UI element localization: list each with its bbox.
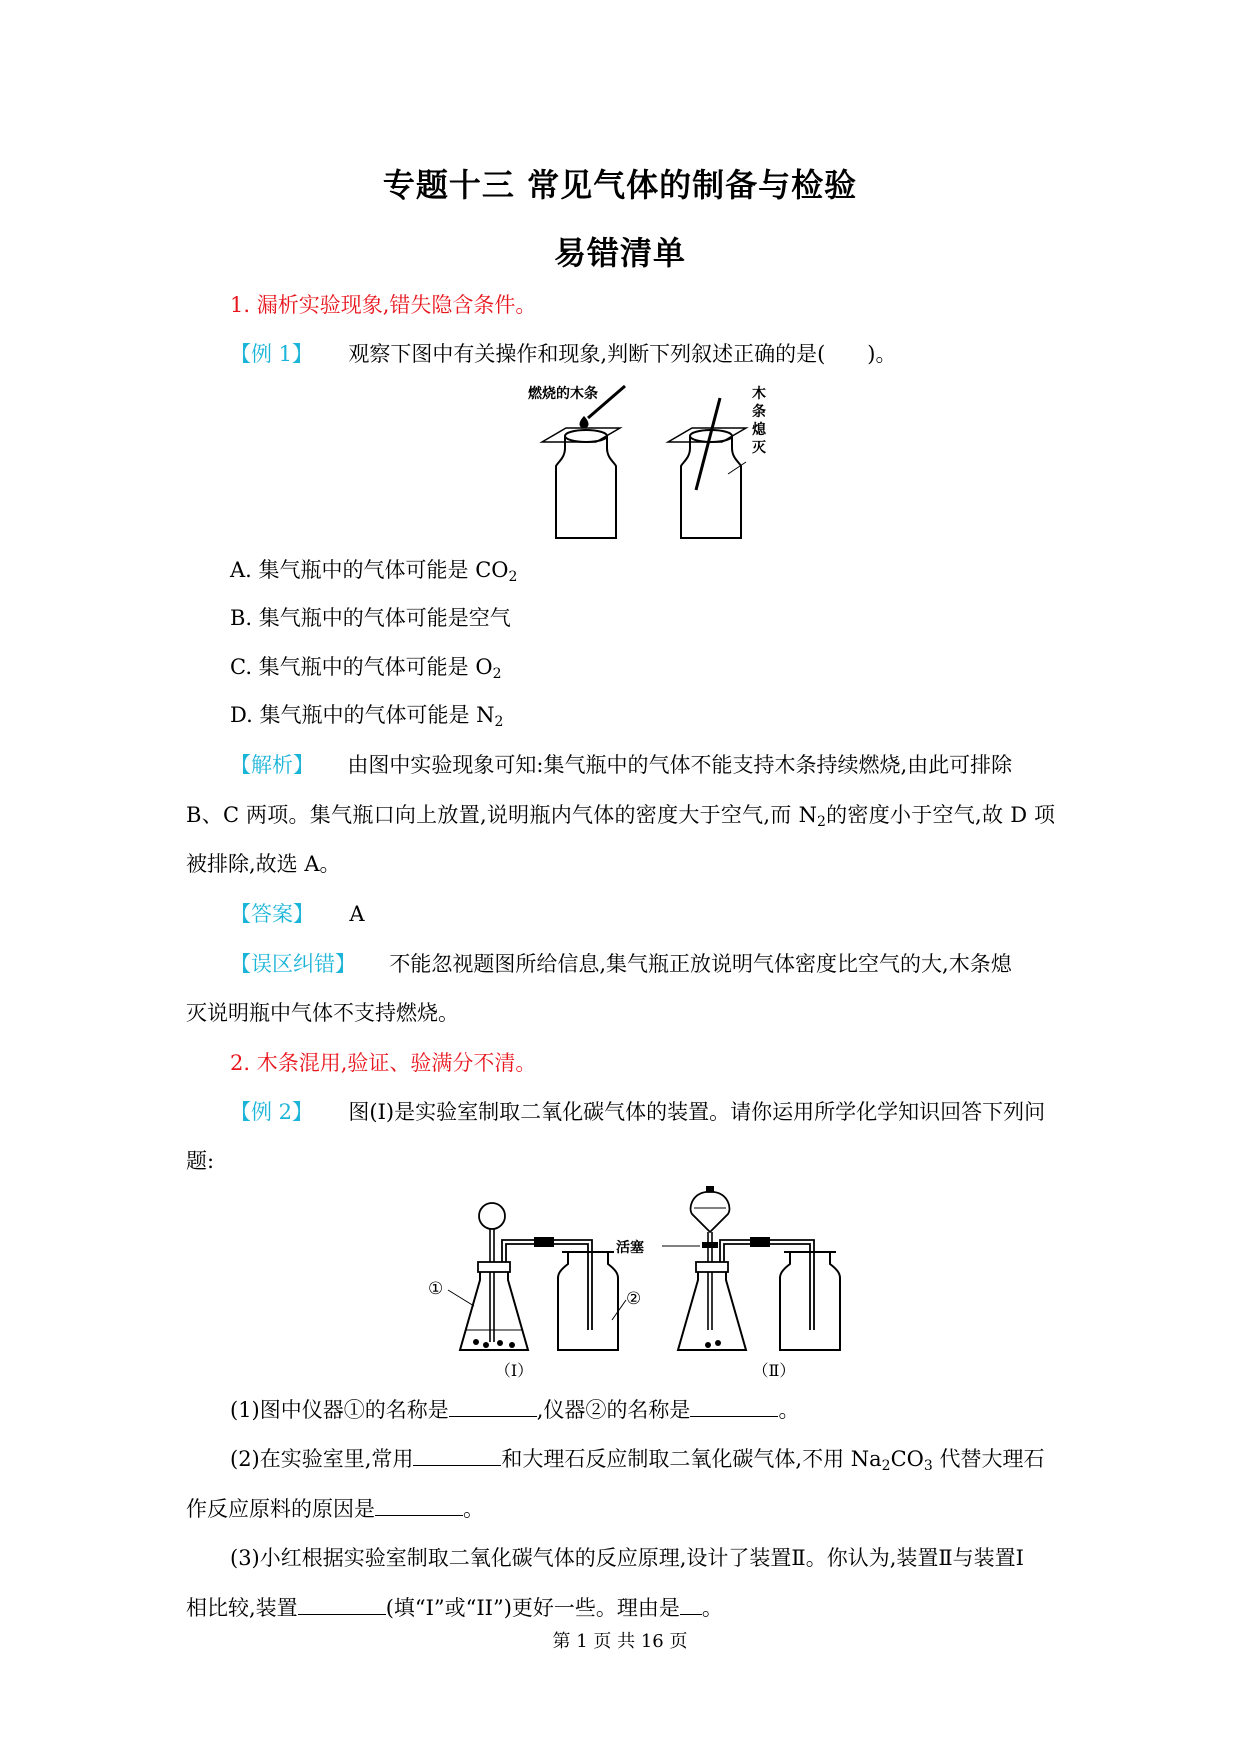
question-3-line-2: 相比较,装置 (填“I”或“II”)更好一些。理由是 。 <box>186 1596 723 1620</box>
burning-stick-label: 燃烧的木条 <box>528 386 598 402</box>
option-b: B. 集气瓶中的气体可能是空气 <box>230 606 511 630</box>
delivery-tube <box>502 1240 592 1330</box>
apparatus-1-caption: （Ⅰ） <box>494 1361 534 1380</box>
gas-bottle-figure <box>520 378 780 544</box>
answer-blank-2[interactable] <box>690 1396 778 1417</box>
apparatus-2-caption: （Ⅱ） <box>752 1361 796 1380</box>
flask-stopper <box>478 1262 510 1272</box>
example-1-text: 观察下图中有关操作和现象,判断下列叙述正确的是( )。 <box>348 342 897 366</box>
co2-apparatus-figure <box>430 1180 880 1380</box>
rubber-tube <box>534 1237 554 1247</box>
example-1-tag: 【例 1】 <box>230 342 314 366</box>
page-subtitle: 易错清单 <box>553 234 686 272</box>
answer-blank-5[interactable] <box>298 1594 386 1615</box>
analysis-line-1: 【解析】 由图中实验现象可知:集气瓶中的气体不能支持木条持续燃烧,由此可排除 <box>230 753 1013 777</box>
gas-bottle-right <box>681 436 741 538</box>
analysis-line-3: 被排除,故选 A。 <box>186 852 341 876</box>
page-number: 第 1 页 共 16 页 <box>552 1631 688 1652</box>
question-2-line-1: (2)在实验室里,常用 和大理石反应制取二氧化碳气体,不用 $Na_2CO_3$ 代替大理石 <box>230 1447 1045 1474</box>
stick-out-label-1: 木 <box>752 386 766 402</box>
answer-blank-1[interactable] <box>449 1396 537 1417</box>
answer-value: A <box>349 902 365 926</box>
stick-out-label-3: 熄 <box>752 422 766 438</box>
stick-out-label-2: 条 <box>752 404 766 420</box>
answer-blank-6[interactable] <box>680 1594 702 1615</box>
mistake-line-2: 灭说明瓶中气体不支持燃烧。 <box>186 1001 459 1025</box>
stick-out-label-4: 灭 <box>752 440 766 456</box>
answer-blank-4[interactable] <box>375 1495 463 1516</box>
option-a: A. 集气瓶中的气体可能是 $CO_2$ <box>230 558 518 585</box>
bottle-mouth-left <box>565 430 607 442</box>
option-c: C. 集气瓶中的气体可能是 $O_2$ <box>230 655 502 682</box>
question-3-line-1: (3)小红根据实验室制取二氧化碳气体的反应原理,设计了装置Ⅱ。你认为,装置Ⅱ与装置Ⅰ <box>230 1546 1024 1570</box>
circle-2-label: ② <box>626 1289 642 1309</box>
question-2-line-2: 作反应原料的原因是 。 <box>186 1497 484 1521</box>
separating-funnel <box>691 1192 730 1232</box>
answer-tag: 【答案】 <box>230 902 314 926</box>
example-1-question <box>230 339 896 369</box>
section-1-heading: 1. 漏析实验现象,错失隐含条件。 <box>230 293 537 317</box>
funnel-bulb <box>479 1203 505 1229</box>
extinguished-stick <box>696 398 720 490</box>
mistake-line-1: 【误区纠错】 不能忽视题图所给信息,集气瓶正放说明气体密度比空气的大,木条熄 <box>230 952 1012 976</box>
mistake-tag: 【误区纠错】 <box>230 952 356 976</box>
example-2-question-1: 【例 2】 图(I)是实验室制取二氧化碳气体的装置。请你运用所学化学知识回答下列问 <box>230 1100 1046 1124</box>
valve-label: 活塞 <box>616 1240 644 1256</box>
example-2-tag: 【例 2】 <box>230 1100 314 1124</box>
example-2-question-2: 题: <box>186 1149 215 1173</box>
answer-line <box>230 899 365 929</box>
gas-bottle-left <box>556 436 616 538</box>
analysis-line-2: B、C 两项。集气瓶口向上放置,说明瓶内气体的密度大于空气,而 $N_2$的密度小于空气,故 D 项 <box>186 803 1055 830</box>
valve-icon <box>702 1242 718 1248</box>
page-title: 专题十三 常见气体的制备与检验 <box>382 166 858 204</box>
option-d: D. 集气瓶中的气体可能是 $N_2$ <box>230 703 504 730</box>
analysis-tag: 【解析】 <box>230 753 314 777</box>
section-2-heading: 2. 木条混用,验证、验满分不清。 <box>230 1051 537 1075</box>
flame-icon <box>580 416 589 428</box>
circle-1-label: ① <box>428 1279 444 1299</box>
answer-blank-3[interactable] <box>413 1445 501 1466</box>
label-pointer <box>728 462 746 474</box>
question-1: (1)图中仪器①的名称是 ,仪器②的名称是 。 <box>230 1398 800 1422</box>
